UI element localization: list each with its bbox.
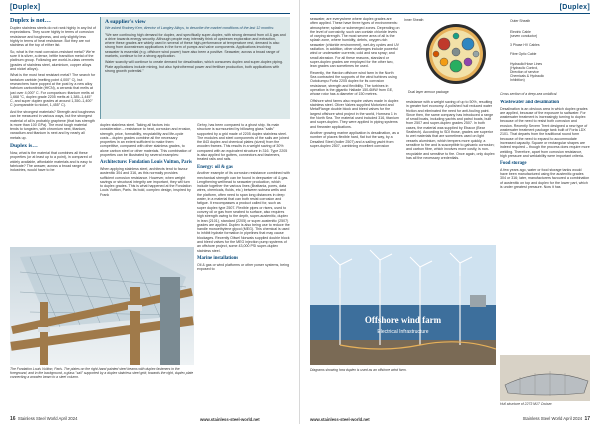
label-electric-cable: Electric Cable (seven conductor) [510, 30, 538, 38]
paragraph: Gehry, has been compared to a ghost ship. Its main structure is surmounted by billowing glass "sails" supported by a grid made of 2205 duplex stainless steel. The modules and steel components of the sails are joined the 843 duplex and chemical plates (sized) from the wooden frames. This results in a weight saving of 30% compared with an equivalent structure in 316. Type 2205 is also applied for gutters, connectors and fasteners, treated rails and rails. [197, 123, 289, 162]
section-tag: [Duplex] [559, 4, 590, 11]
offshore-wind-farm-diagram [310, 245, 496, 365]
heading-food-storage: Food storage [500, 161, 527, 167]
footer-url[interactable]: www.stainless-steel-world.net [310, 417, 370, 422]
footer-right [523, 416, 590, 422]
box-lead: We asked Rodney Kerr, director of Langley Alloys, to describe the market conditions of the last 12 months: [105, 26, 274, 31]
paragraph: Now, what is the material that combines all these properties (or at least up to a point), in compared of widely available, affordable materials and is easy to fabricate? The answer, across a broad range of industries, would have to be [10, 150, 92, 173]
heading-duplex-is-not: Duplex is not… [10, 17, 51, 24]
paragraph: Offshore wind farms also require valves made in duplex stainless steel. Oliver Valves supplied Motorized and MetalFlange double block and bleed valves for the largest offshore wind project in the world, Hornsea 1 in the North Sea. The material used included 316, titanium and super-duplex. They were applied in piping systems and firewater applications. [310, 98, 399, 129]
label-inner-sheath: Inner Sheath [404, 18, 424, 22]
paragraph: What is the most heat resistant metal? The search for tantalum carbide (melting point 4,000° C), but researchers have popped at the post by a new alloy hafnium carbonitride (HfCN), a ceramic that melts at just over 4,000° C. For comparison: titanium melts at 1,668 °C, duplex grade 2205 melts at 1,385–1,445° C, and super duplex grades at around 1,350–1,400° C (comparable to nickel, 1,455° C). [10, 73, 96, 108]
cruiser-hull-photo [500, 355, 590, 401]
paragraph: resistance with a weight saving of up to 50%, resulting in greater fuel economy. A polished hull reduced water friction and eliminated the need for anti-fouling paint. Since then, the same company has introduced a range of small boats, including yachts and patrol boats, built from 2507 and super-duplex grades 2507. In both cases, the material was supplied by Ebacor (Bear Sealtech). According to SDI those, grades are superior to wet materials that are sometimes used on light vessels aluminium, which tempers more quickly, a sensitive to fire and is susceptible to galvanic corrosion; and carbon fibre, which involves more costly, is non-recyclable and sensitive to fire. Once again, only duplex has all the necessary credentials. [406, 100, 495, 160]
label-fibre-optic: Fibre Optic Cable [510, 52, 537, 56]
heading-wastewater: Wastewater and desalination [500, 100, 560, 105]
paragraph: And the strongest materials? Strength and toughness can be measured in various ways, but the strongest material of all is probably graphene (that has strength is more than 100 GPa). The most tough material tends to tungsten, with chromium next, titanium, vanadium and titanium is next and by nearly all metals up. [10, 109, 95, 140]
header-rule [10, 13, 290, 14]
right-col-3 [500, 100, 590, 350]
wind-farm-caption: Diagrams showing how duplex is used as an offshore wind farm. [310, 368, 407, 372]
section-tag: [Duplex] [10, 4, 41, 11]
paragraph: Oil & gas or wind platforms or other power systems, being exposed to [197, 262, 290, 271]
heading-energy: Energy: oil & gas [197, 164, 233, 170]
paragraph: seawater, are everywhere where duplex grades are often applied. These have three types of environments: atmosphere; splash or submerged zones. Depending on the level of corrosivity, such can contain chloride levels of varying strength. The most severe area of all is the splash zone, where humidity, debris, oxygen-rich seawater (chloride environment), wet-dry cycles and UV radiation. In addition, other challenges include powerful wind or underwater currents; cold and sea spray; and small abrasion. For all these reasons, standard or super-duplex grades are employed for the other two, lean grades can sometimes be used. [310, 17, 400, 69]
label-3-phase-cables: 3 Phase HV Cables [510, 43, 540, 47]
paragraph: Recently, the Hardon offshore wind farm in the North Sea contracted the supports of the wind turbines using Outokumpu Forta 2205 duplex for its corrosion resistance, strength and flexibility. The turbines in operation is the gigantic Haliade 150-6MW from GE, whose rotor has a diameter of 150 metres. [310, 70, 397, 97]
hull-caption: Hull structure of 2273 M17 Cruiser. [500, 402, 553, 406]
page-number: 16 [10, 416, 16, 422]
photo-caption: The Fondation Louis Vuitton, Paris. The plates on the right-hand painted steel beams with duplex fasteners in the foreground, and in the background, a glass "sail" supported by a duplex stainless steel grid; towards the right, duplex plate connecting a wooden beam to a steel column. [10, 367, 194, 379]
umbilical-cross-section-diagram [406, 18, 506, 88]
page-number: 17 [584, 416, 590, 422]
header-rule [310, 13, 590, 14]
paragraph: So, what is the most corrosion-resistant metal? We're sure it is silver, a dense, brittle transition metal of the platinum group. Following are world-in-class cermets (grades of stainless steel, aluminium, copper alloys and nickel alloys). [10, 49, 95, 71]
fondation-louis-vuitton-photo [10, 247, 194, 365]
heading-duplex-is: Duplex is… [10, 142, 38, 149]
paragraph: When applying stainless steel, architects tend to favour austenitic 304 and 316, as this normally provides sufficient corrosion resistance. However, when weight savings or structural integrity are important, they will turn to duplex grades. This is what happened at the Fondation Louis Vuitton, Paris. Its bold, complex design, inspired by Frank [100, 166, 192, 197]
heading-marine: Marine installations [197, 255, 239, 261]
magazine-title: Stainless Steel World April 2024 [522, 416, 583, 421]
label-hydraulic-hose: Hydraulic/Hose Lines (Hydraulic Control, Direction of service Chemicals & Hydraulic Inhibition) [510, 62, 545, 82]
footer-url[interactable]: www.stainless-steel-world.net [200, 417, 260, 422]
right-col-2 [406, 100, 496, 240]
footer-left [10, 416, 77, 422]
label-outer-sheath: Outer Sheath [510, 19, 531, 23]
paragraph: Another example of its corrosion resistance combined with mechanical strength can be found in deepwater oil & gas. Lengthening wellhead to seawater production, which include together the various lines (Brattania, pores, data wires, chemicals, fluids, etc.) between subsea wells and the platform, often need to span long distances in deep water, in a material that can both resist corrosion and fatigue. It encompasses a product called for, such as super duplex type 2507. Flexible pipes or risers, used to convey oil or gas from seabed to surface, also requires high strength owing to the depth, super-austenitic, duplex in lean (2101), standard (2205) or super-austenitic (2507) grades are applied. Duplex is also being use to reduce the handle monoethylene glycol (MEG). This chemical is used to inhibit hydrate formation in pipelines that may cause blockages. Recently Oilwel Norwais supplied double block and bleed valves for the MEG injection pump systems of an offshore project, some 43,000 PSI super-duplex stainless steel. [197, 171, 290, 253]
heading-architecture: Architecture: Fondation Louis Vuitton, Paris [100, 160, 192, 166]
supplier-view-box [100, 17, 290, 119]
diagram-caption: Cross section of a deep-sea umbilical. [500, 92, 558, 96]
right-page [300, 0, 600, 424]
box-title: A supplier's view [105, 19, 146, 25]
paragraph: Another growing marine application is desalination, as a number of places flexible hard, flat but the way, by a Desalted Steel (boiler 2507) and a sailing yacht from super-duplex 2507, combining excellent corrosion [310, 130, 399, 148]
box-body-2: Water scarcity will continue to create demand for desalination, which consumes duplex and super-duplex piping. Plate applications include mining, but also hydrothermal power and fertiliser production, both applications with strong growth potential." [105, 60, 284, 73]
label-armour-package: Dual layer armour package [408, 90, 449, 94]
paragraph: Desalination is an obvious area in which duplex grades are applied, because of the exposure to saltwater. For wastewater treatment is increasingly turning to duplex because of the need to resist both corrosion and erosion. Recently Severn Trent designed a new type of wastewater treatment package tank built of Forta LDX 2101. That departs from the traditional round form because of the need to expand to accommodate increased capacity. Square or rectangular shapes are indeed required – though the process does require more welding. Therefore, apart from corrosion resistance, high pressure and weldability were important criteria. [500, 106, 590, 158]
magazine-title: Stainless Steel World April 2024 [17, 416, 78, 421]
paragraph: A few years ago, water or food storage tanks would have been manufactured using the austenitic grades 304 or 316; later, manufacturers favoured a combination of austenitic on top and duplex for the lower part, which is under greatest pressure. Now it has [500, 167, 590, 189]
svg-text:Electrical Infrastructure: Electrical Infrastructure [377, 329, 429, 335]
left-col-3 [197, 123, 290, 411]
paragraph: Duplex stainless steels do not rank highly in any list of expectations. They score highly in terms of corrosion resistance and toughness, and only slightly less highly in terms of heat resistance. But they are not stainless at the top of either list. [10, 26, 96, 48]
paragraph: duplex stainless steel. Taking all factors into consideration – resistance to heat, corrosion and erosion, strength, price, formability, recyclability and life-cycle costs – duplex grades combine all the necessary properties in an extent sufficient to make them competitive, compared with other stainless grades, to alone carbon steel or other materials. This combination of properties can be illustrated by several examples: [100, 123, 192, 158]
svg-text:Offshore wind farm: Offshore wind farm [364, 315, 442, 325]
box-body: "We see continuing high demand for duplex, and specifically super-duplex, with strong demand from oil & gas and a drive towards energy security. Although people may intensify think of upstream exploration and extraction, where these grades are widely used in several of these high-performance at temperature rest, demand is also strong from downstream applications in the form of pumps and valve components. Applications involving seawater is essential (e.g. offshore wind power) have also been a positive. Seawater, across a broad range of markets, continue to be a strong application. [105, 32, 286, 59]
